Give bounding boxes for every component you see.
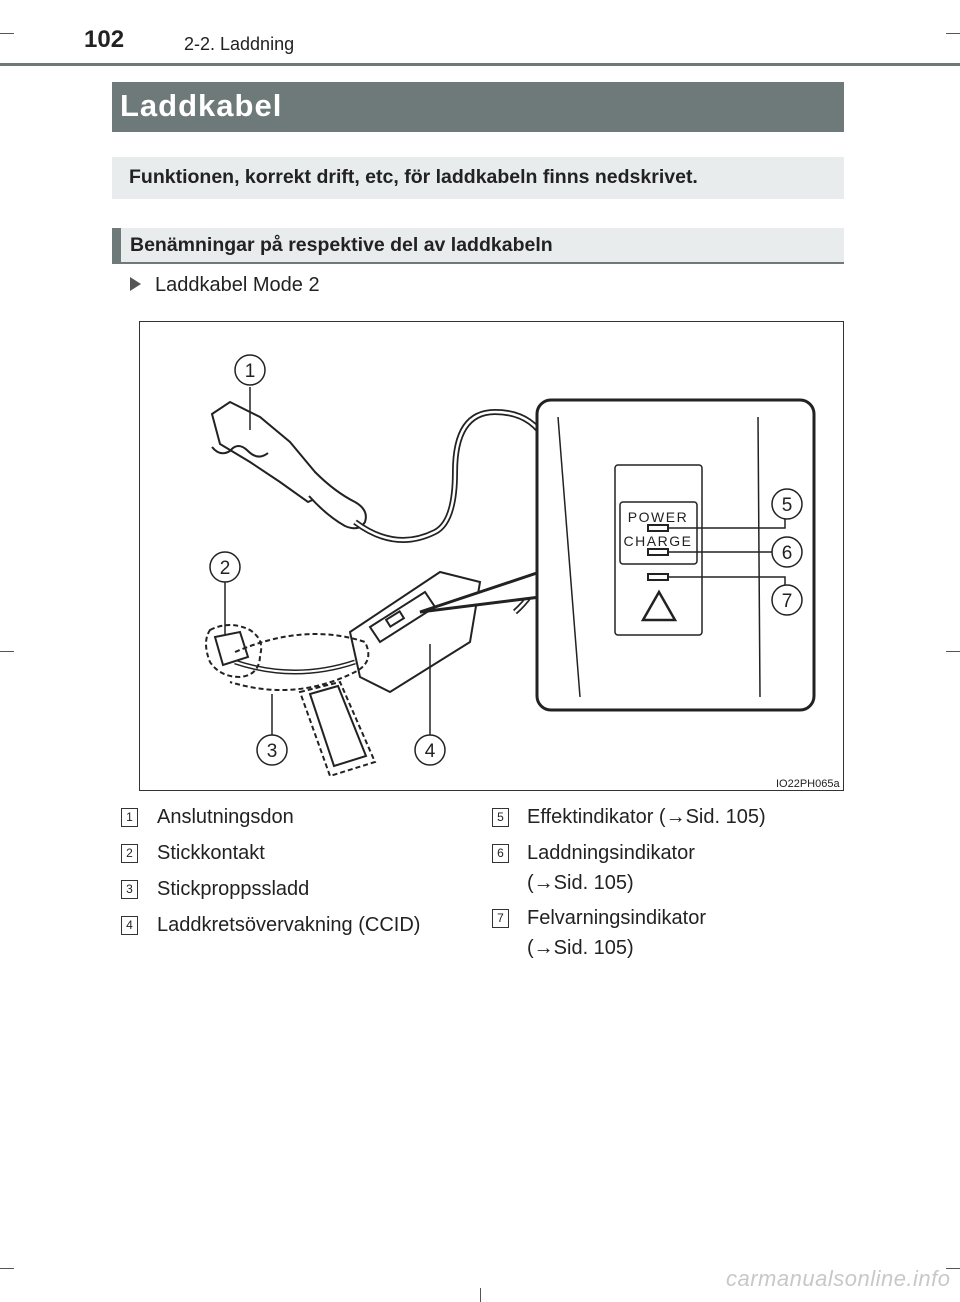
callout-5: 5 bbox=[781, 495, 793, 516]
subheading-box bbox=[112, 228, 844, 264]
legend-text: Felvarningsindikator bbox=[527, 907, 706, 929]
section-reference: 2-2. Laddning bbox=[184, 34, 295, 54]
figure-charging-cable bbox=[139, 321, 844, 791]
crop-mark bbox=[0, 651, 14, 652]
page-number: 102 bbox=[84, 26, 125, 53]
legend-number: 4 bbox=[121, 916, 138, 935]
power-label: POWER bbox=[627, 509, 689, 525]
intro-text: Funktionen, korrekt drift, etc, för laddkabeln finns nedskrivet. bbox=[129, 166, 698, 188]
legend-text: Anslutningsdon bbox=[157, 806, 294, 828]
callout-7: 7 bbox=[781, 591, 793, 612]
tag-inner bbox=[310, 686, 366, 766]
legend-number: 3 bbox=[121, 880, 138, 899]
bullet-text: Laddkabel Mode 2 bbox=[155, 274, 320, 296]
subheading-accent bbox=[112, 228, 121, 262]
connector-neck bbox=[309, 472, 366, 528]
legend-text-cont: (→Sid. 105) bbox=[527, 872, 634, 894]
ccid-box bbox=[350, 572, 480, 692]
legend-text: Stickproppssladd bbox=[157, 878, 310, 900]
page-title: Laddkabel bbox=[120, 88, 283, 123]
crop-mark bbox=[0, 1268, 14, 1269]
figure-code: IO22PH065a bbox=[776, 778, 840, 790]
crop-mark bbox=[946, 33, 960, 34]
legend-text: Laddkretsövervakning (CCID) bbox=[157, 914, 421, 936]
legend-text: Laddningsindikator bbox=[527, 842, 695, 864]
legend-number: 5 bbox=[492, 808, 509, 827]
crop-mark bbox=[0, 33, 14, 34]
legend-text: Effektindikator (→Sid. 105) bbox=[527, 806, 766, 828]
intro-box bbox=[112, 157, 844, 199]
callout-6: 6 bbox=[781, 543, 793, 564]
legend-text: Stickkontakt bbox=[157, 842, 265, 864]
bullet-item bbox=[130, 274, 320, 297]
callout-3: 3 bbox=[266, 741, 278, 762]
header-rule bbox=[0, 63, 960, 66]
callout-4: 4 bbox=[424, 741, 436, 762]
cable-illustration bbox=[140, 322, 845, 792]
callout-1: 1 bbox=[244, 361, 256, 382]
triangle-bullet-icon bbox=[130, 277, 141, 291]
legend-number: 7 bbox=[492, 909, 509, 928]
subheading: Benämningar på respektive del av laddkabeln bbox=[130, 234, 553, 256]
watermark: carmanualsonline.info bbox=[726, 1266, 951, 1291]
title-bar bbox=[112, 82, 844, 132]
legend-number: 6 bbox=[492, 844, 509, 863]
crop-mark bbox=[946, 651, 960, 652]
crop-mark bbox=[480, 1288, 481, 1302]
callout-2: 2 bbox=[219, 558, 231, 579]
legend-number: 2 bbox=[121, 844, 138, 863]
legend-number: 1 bbox=[121, 808, 138, 827]
legend-text-cont: (→Sid. 105) bbox=[527, 937, 634, 959]
charge-label: CHARGE bbox=[623, 533, 693, 549]
